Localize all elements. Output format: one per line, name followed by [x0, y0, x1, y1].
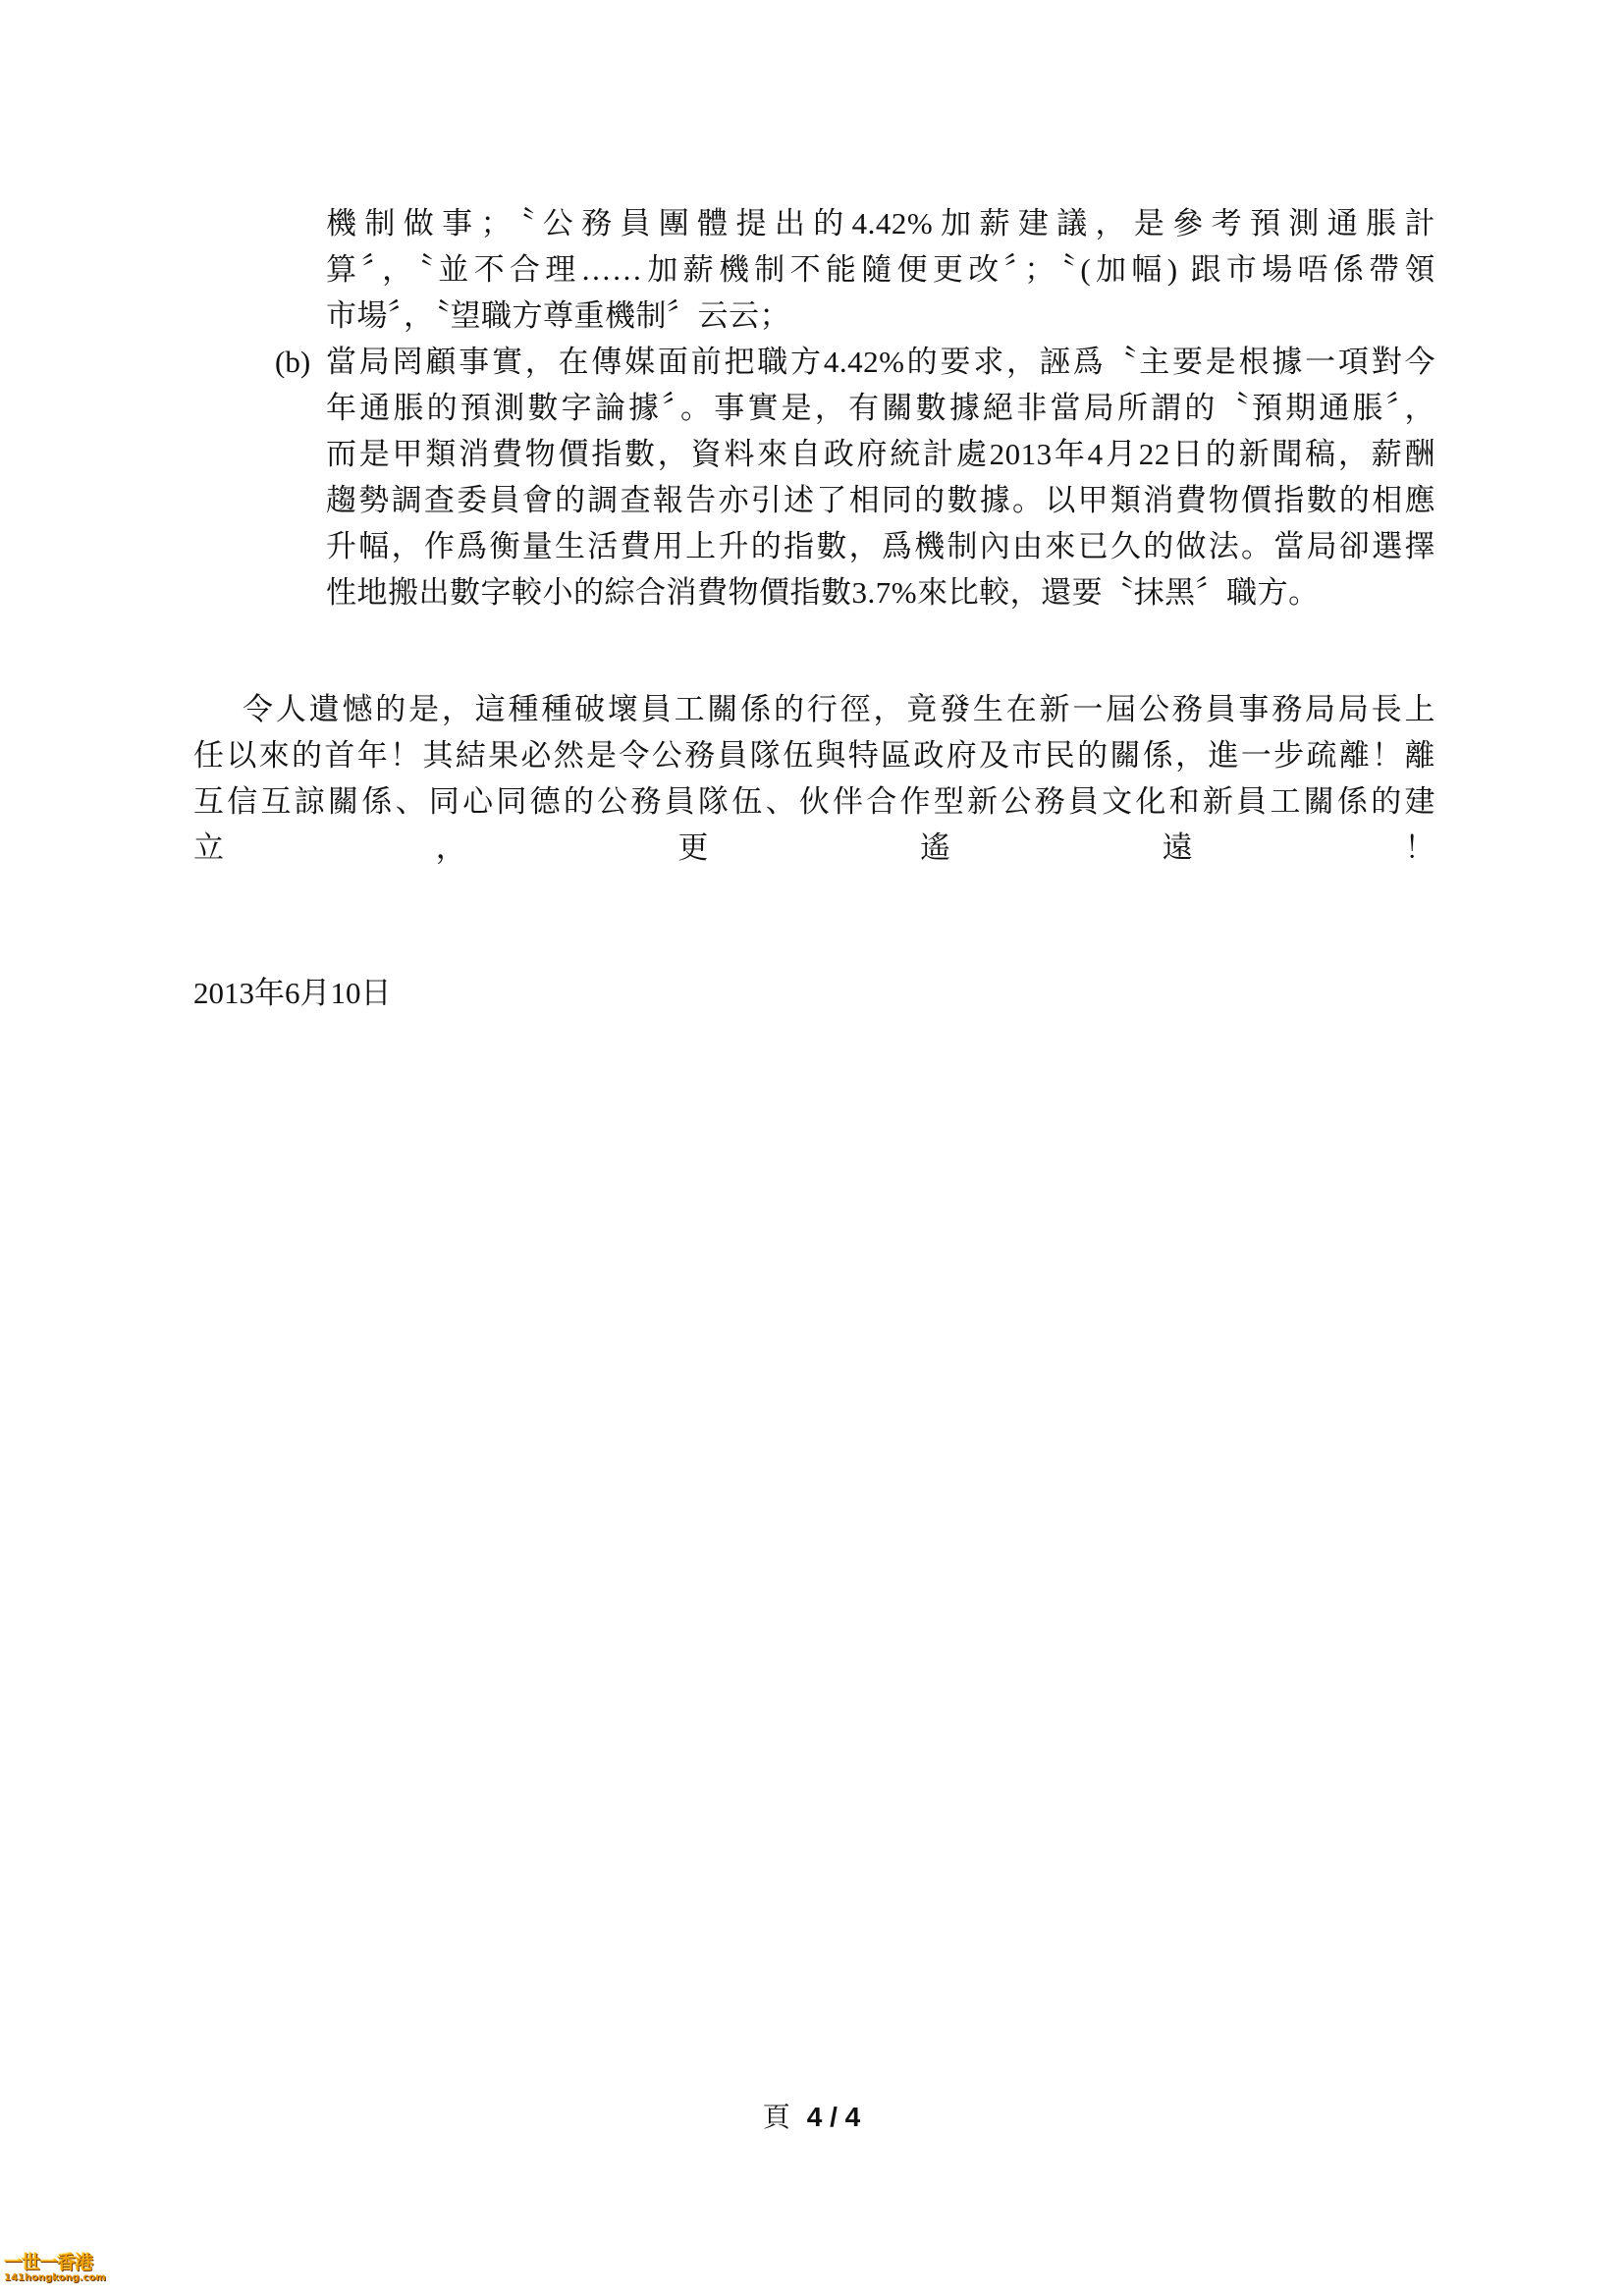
closing-paragraph-line: 互信互諒關係、同心同德的公務員隊伍、伙伴合作型新公務員文化和新員工關係的建: [193, 784, 1435, 819]
page-footer: [0, 2096, 1623, 2135]
item-b-line: 趨勢調查委員會的調查報告亦引述了相同的數據。以甲類消費物價指數的相應: [326, 483, 1435, 517]
page-number: 4 / 4: [806, 2102, 861, 2132]
item-b-line: 而是甲類消費物價指數，資料來自政府統計處2013年4月22日的新聞稿，薪酬: [326, 437, 1435, 471]
item-a-line: 算〞，〝並不合理……加薪機制不能隨便更改〞；〝(加幅) 跟市場唔係帶領: [326, 252, 1435, 287]
item-b-line: 性地搬出數字較小的綜合消費物價指數3.7%來比較，還要〝抹黑〞職方。: [326, 575, 1320, 610]
watermark-english: 141hongkong.com: [4, 2272, 106, 2283]
watermark-chinese: 一世一香港: [4, 2252, 93, 2273]
closing-paragraph-line: 立，更遙遠！: [193, 830, 1435, 865]
document-date: 2013年6月10日: [193, 976, 392, 1010]
watermark-logo: [4, 2248, 122, 2287]
item-b-line: 升幅，作爲衡量生活費用上升的指數，爲機制內由來已久的做法。當局卻選擇: [326, 529, 1435, 563]
closing-paragraph-line: 任以來的首年！其結果必然是令公務員隊伍與特區政府及市民的關係，進一步疏離！離: [193, 738, 1435, 773]
item-b-label: (b): [275, 345, 311, 379]
item-b-line: 年通脹的預測數字論據〞。事實是，有關數據絕非當局所謂的〝預期通脹〞，: [326, 391, 1435, 425]
item-b-line: 當局罔顧事實，在傳媒面前把職方4.42%的要求，誣爲〝主要是根據一項對今: [326, 345, 1435, 379]
page-label: 頁: [762, 2103, 790, 2133]
item-a-line: 市場〞，〝望職方尊重機制〞云云；: [326, 298, 790, 333]
closing-paragraph-line: 令人遺憾的是，這種種破壞員工關係的行徑，竟發生在新一屆公務員事務局局長上: [243, 692, 1435, 726]
item-a-line: 機制做事；〝公務員團體提出的4.42%加薪建議，是參考預測通脹計: [326, 206, 1435, 240]
